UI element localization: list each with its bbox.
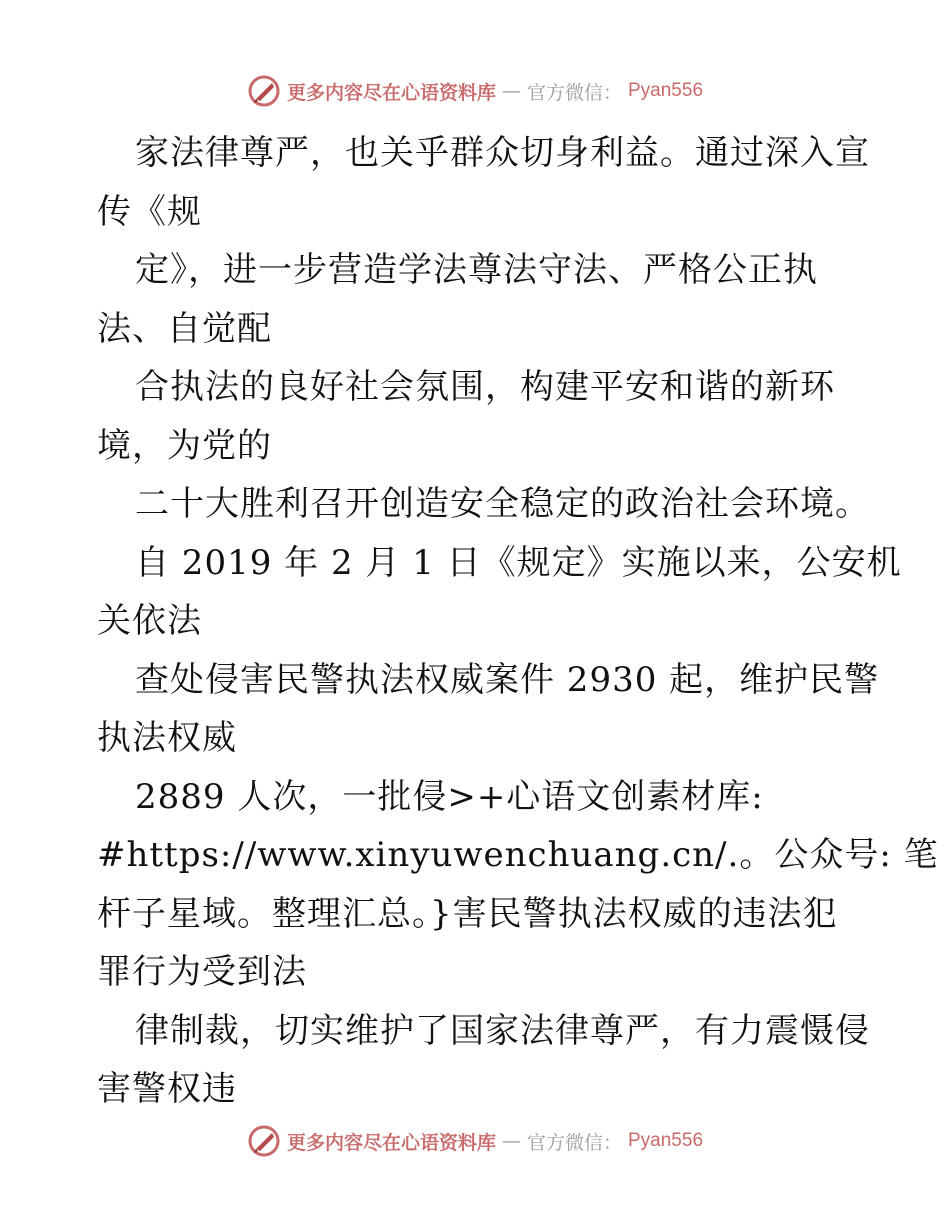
body-line: 查处侵害民警执法权威案件 2930 起，维护民警 <box>135 659 880 700</box>
watermark-separator: — <box>501 80 521 102</box>
body-line: 传《规 <box>97 191 202 232</box>
body-line: 定》，进一步营造学法尊法守法、严格公正执 <box>135 250 818 290</box>
body-line: 法、自觉配 <box>97 308 272 349</box>
body-line: 家法律尊严，也关乎群众切身利益。通过深入宣 <box>135 133 870 173</box>
body-line: 2889 人次，一批侵>+心语文创素材库: <box>135 776 764 817</box>
watermark-label: 官方微信： <box>526 81 622 104</box>
body-line-url: #https://www.xinyuwenchuang.cn/.。公众号: 笔 <box>97 835 939 875</box>
body-line: 合执法的良好社会氛围，构建平安和谐的新环 <box>135 367 835 407</box>
watermark-main-text: 更多内容尽在心语资料库 <box>286 1131 496 1154</box>
document-body <box>97 124 939 1119</box>
watermark-wechat-id: Pyan556 <box>628 80 704 101</box>
watermark-main-text: 更多内容尽在心语资料库 <box>286 81 496 104</box>
watermark-wechat-id: Pyan556 <box>628 1130 704 1151</box>
footer-watermark <box>0 1124 950 1158</box>
body-line: 境，为党的 <box>97 425 272 466</box>
header-watermark <box>0 74 950 108</box>
watermark-label: 官方微信： <box>526 1131 622 1154</box>
body-line: 害警权违 <box>97 1069 237 1109</box>
watermark-separator: — <box>501 1130 521 1152</box>
quill-seal-icon <box>247 74 281 108</box>
body-line: 自 2019 年 2 月 1 日《规定》实施以来，公安机 <box>135 542 902 583</box>
quill-seal-icon <box>247 1124 281 1158</box>
body-line: 关依法 <box>97 601 202 641</box>
body-line: 律制裁，切实维护了国家法律尊严，有力震慑侵 <box>135 1010 870 1051</box>
body-line: 二十大胜利召开创造安全稳定的政治社会环境。 <box>135 484 870 524</box>
body-line: 执法权威 <box>97 718 237 758</box>
body-line: 杆子星域。整理汇总。}害民警执法权威的违法犯 <box>97 893 838 934</box>
body-line: 罪行为受到法 <box>97 952 307 992</box>
